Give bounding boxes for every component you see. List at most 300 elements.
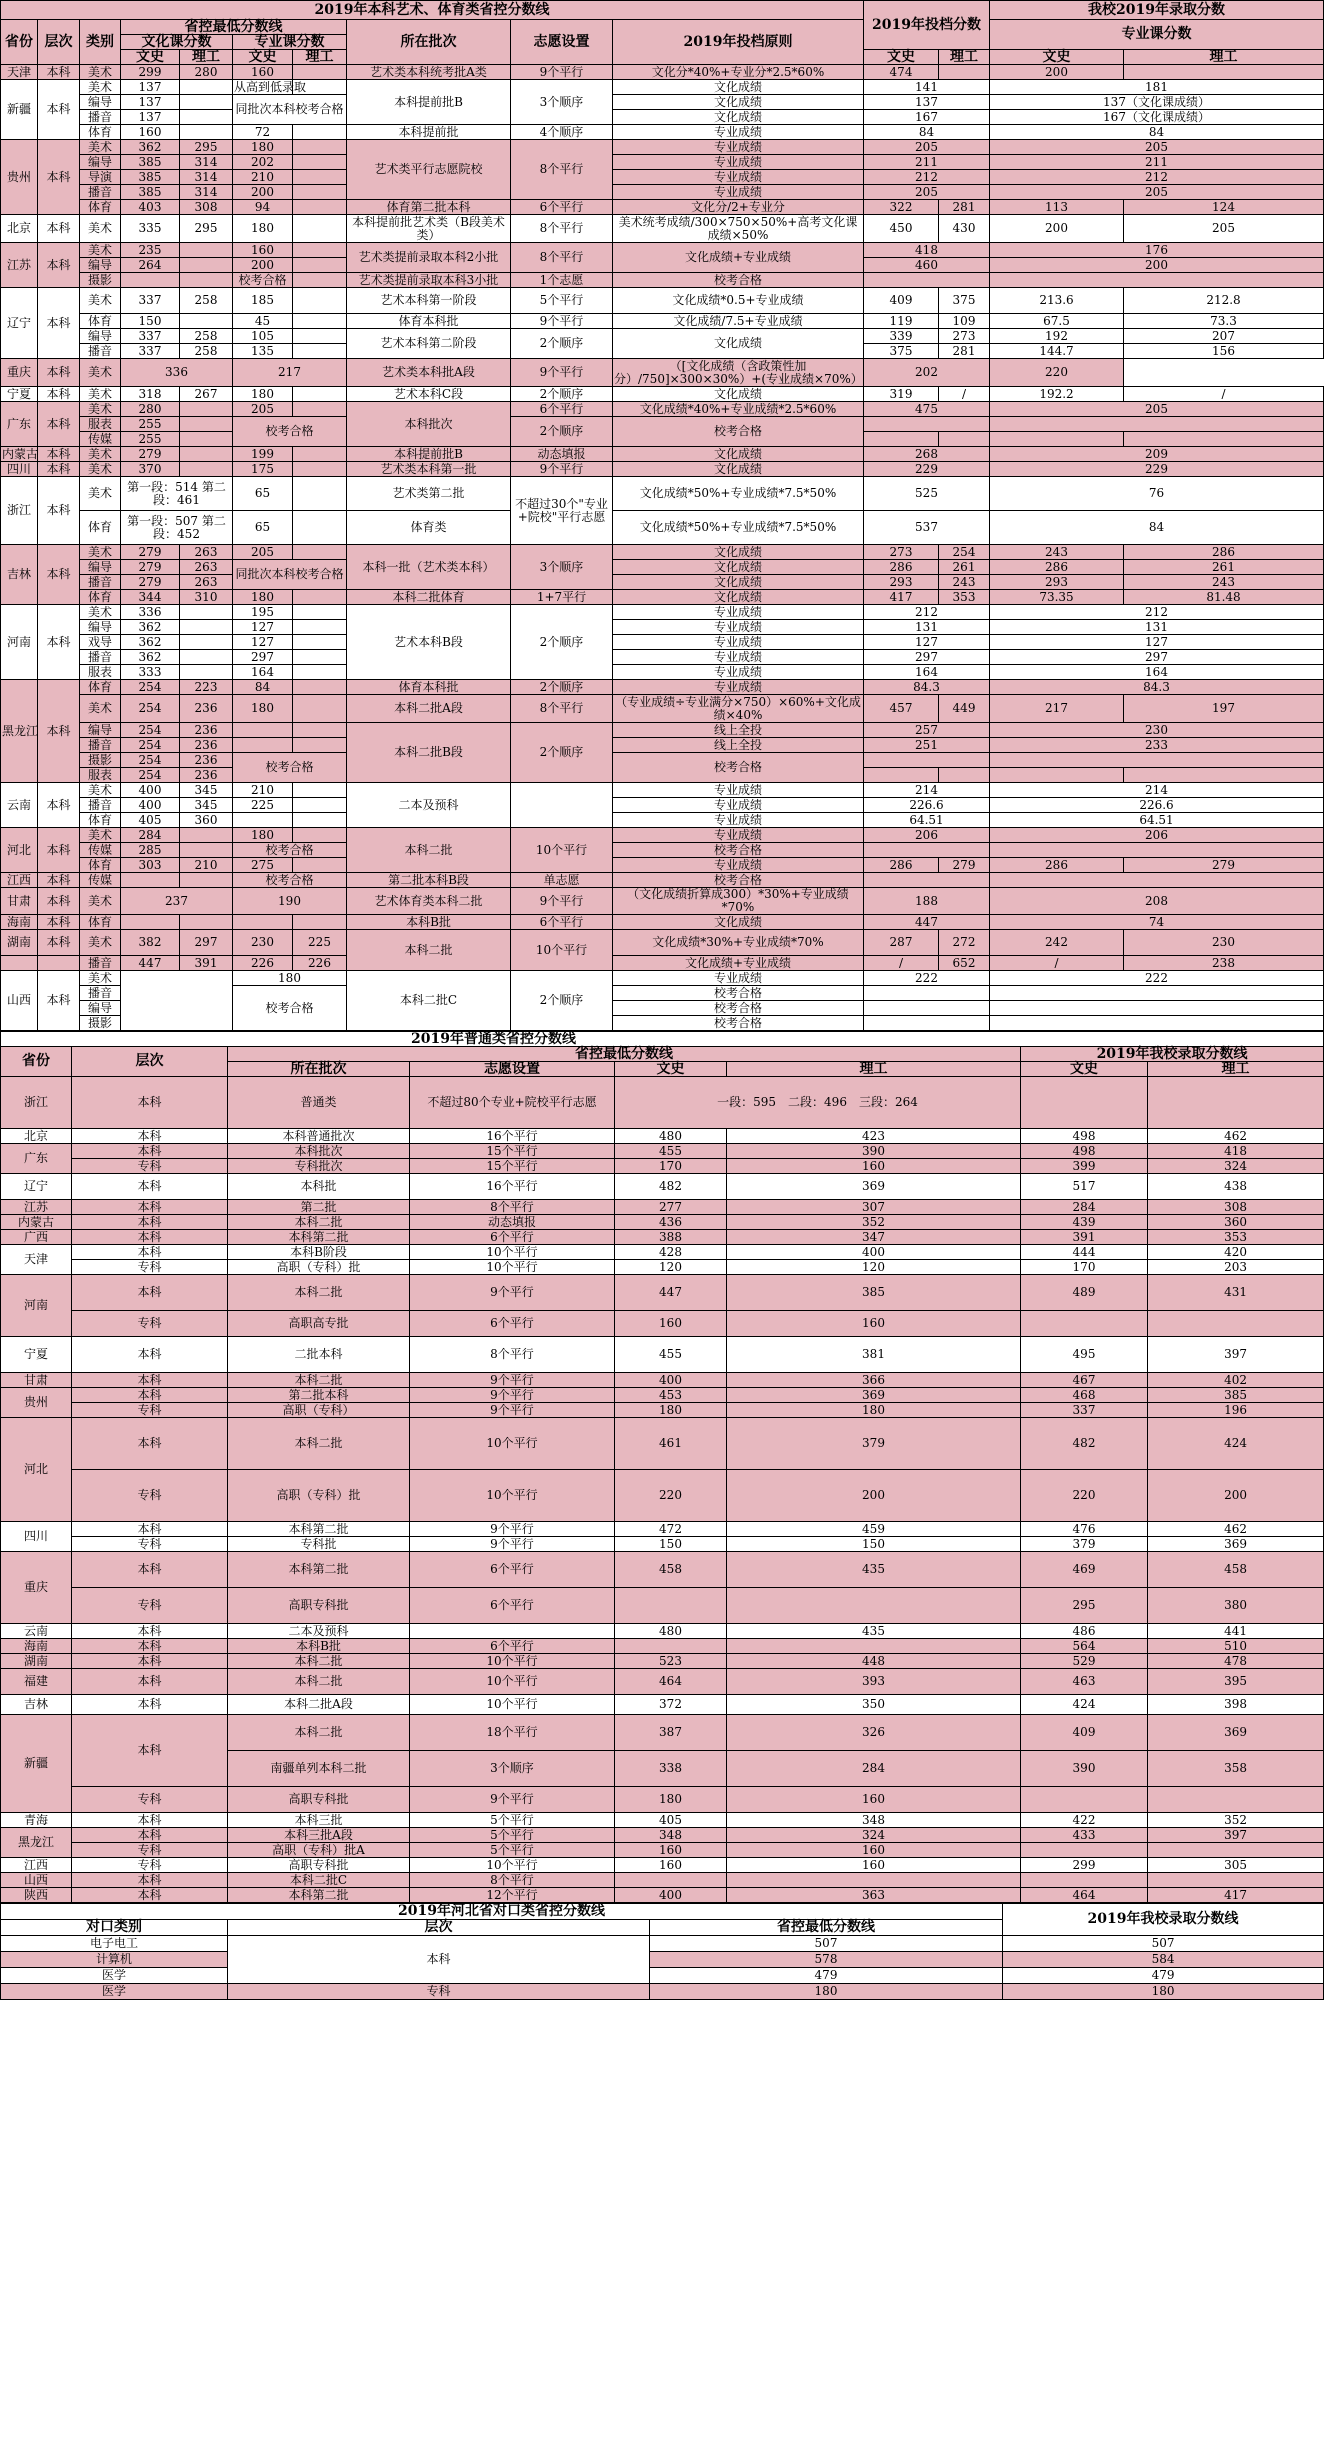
gen-our-score-header: 2019年我校录取分数线 [1021, 1047, 1324, 1062]
province-header: 省份 [1, 20, 38, 65]
general-row [1, 1715, 1324, 1751]
art-cell-vol: 3个顺序 [511, 80, 613, 125]
art-cell-rule: 专业成绩 [613, 620, 864, 635]
vocational-row [1, 1952, 1324, 1968]
general-table-body [1, 1047, 1324, 1903]
art-cell-c-sci: 263 [180, 575, 233, 590]
art-cell-category: 美术 [80, 783, 121, 798]
art-cell-vol: 2个顺序 [511, 723, 613, 783]
vocational-score-table [0, 1903, 1324, 2000]
art-cell-m-sci [293, 185, 347, 200]
art-row [1, 575, 1324, 590]
general-cell-vol: 9个平行 [410, 1537, 615, 1552]
art-cell-category: 美术 [80, 447, 121, 462]
general-cell-level: 专科 [72, 1843, 228, 1858]
art-cell-category: 摄影 [80, 1016, 121, 1031]
general-row [1, 1260, 1324, 1275]
art-row [1, 783, 1324, 798]
major-score-header: 专业课分数 [990, 20, 1324, 50]
general-cell-batch: 本科B阶段 [228, 1245, 410, 1260]
art-cell-m-arts: 225 [233, 798, 293, 813]
art-cell-c-arts: 337 [121, 288, 180, 314]
art-cell-batch: 艺术本科C段 [347, 387, 511, 402]
art-cell-a-arts: 141 [864, 80, 990, 95]
general-cell-province: 湖南 [1, 1654, 72, 1669]
art-cell-c-sci [180, 665, 233, 680]
general-cell-level: 专科 [72, 1537, 228, 1552]
general-cell-vol: 15个平行 [410, 1144, 615, 1159]
general-cell-vol: 12个平行 [410, 1888, 615, 1903]
art-cell-category: 体育 [80, 200, 121, 215]
art-cell-m-arts: 校考合格 [233, 873, 347, 888]
art-cell-category: 美术 [80, 288, 121, 314]
voc-cell-min: 507 [650, 1936, 1003, 1952]
art-cell-o-arts [990, 843, 1324, 858]
art-cell-level: 本科 [38, 288, 80, 359]
general-cell-o-arts: 424 [1021, 1695, 1148, 1715]
art-cell-a-arts: / [864, 956, 939, 971]
art-cell-rule: 文化成绩 [613, 915, 864, 930]
art-cell-vol: 8个平行 [511, 215, 613, 243]
general-cell-level: 专科 [72, 1470, 228, 1522]
art-cell-c-arts: 137 [121, 110, 180, 125]
art-row [1, 695, 1324, 723]
general-cell-arts: 455 [615, 1144, 727, 1159]
art-cell-m-arts: 164 [233, 665, 293, 680]
art-cell-o-arts: 214 [990, 783, 1324, 798]
art-cell-rule: 文化成绩 [613, 590, 864, 605]
art-cell-level: 本科 [38, 930, 80, 956]
general-cell-arts: 472 [615, 1522, 727, 1537]
art-cell-vol: 10个平行 [511, 828, 613, 873]
art-cell-o-sci: 124 [1124, 200, 1324, 215]
general-cell-o-arts: 517 [1021, 1174, 1148, 1200]
art-cell-vol [511, 783, 613, 828]
art-cell-a-arts: 286 [864, 560, 939, 575]
general-cell-level: 本科 [72, 1200, 228, 1215]
general-cell-sci: 385 [727, 1275, 1021, 1311]
art-cell-o-arts: 127 [990, 635, 1324, 650]
general-cell-batch: 本科第二批 [228, 1522, 410, 1537]
art-cell-province: 广东 [1, 402, 38, 447]
general-row [1, 1129, 1324, 1144]
general-cell-level: 本科 [72, 1215, 228, 1230]
art-cell-batch: 本科一批（艺术类本科） [347, 545, 511, 590]
art-cell-a-arts [864, 753, 990, 768]
general-cell-o-sci: 424 [1148, 1418, 1324, 1470]
art-cell-m-arts: 195 [233, 605, 293, 620]
art-cell-m-sci [293, 288, 347, 314]
volunteer-header: 志愿设置 [511, 20, 613, 65]
general-row [1, 1275, 1324, 1311]
art-cell-o-arts: 200 [990, 65, 1124, 80]
general-cell-batch: 专科批 [228, 1537, 410, 1552]
art-cell-c-sci: 297 [180, 930, 233, 956]
art-cell-o-arts: 167（文化课成绩） [990, 110, 1324, 125]
general-cell-province: 贵州 [1, 1388, 72, 1418]
art-cell-a-sci: 109 [939, 314, 990, 329]
voc-cell-type: 医学 [1, 1968, 228, 1984]
art-cell-m-arts: 65 [233, 511, 293, 545]
art-cell-vol: 2个顺序 [511, 417, 613, 447]
art-cell-m-arts: 202 [233, 155, 293, 170]
art-row [1, 477, 1324, 511]
art-cell-category: 美术 [80, 65, 121, 80]
art-cell-m-arts: 180 [233, 140, 293, 155]
art-cell-c-sci [180, 828, 233, 843]
general-cell-province: 陕西 [1, 1888, 72, 1903]
general-cell-o-sci [1148, 1311, 1324, 1337]
art-cell-batch: 本科提前批B [347, 447, 511, 462]
art-cell-a-arts [864, 417, 990, 432]
art-cell-m-arts: 180 [233, 215, 293, 243]
art-cell-province: 江苏 [1, 243, 38, 288]
art-cell-rule: 文化成绩 [613, 560, 864, 575]
general-cell-sci: 352 [727, 1215, 1021, 1230]
art-cell-a-arts: 226.6 [864, 798, 990, 813]
art-cell-rule: 校考合格 [613, 753, 864, 783]
general-cell-vol: 10个平行 [410, 1470, 615, 1522]
art-row [1, 155, 1324, 170]
art-cell-o-sci: / [1124, 387, 1324, 402]
art-cell-batch: 本科批次 [347, 402, 511, 447]
art-cell-o-arts: 212 [990, 605, 1324, 620]
general-cell-o-sci: 438 [1148, 1174, 1324, 1200]
art-cell-c-arts: 385 [121, 185, 180, 200]
art-row [1, 971, 1324, 986]
art-cell-m-arts: 127 [233, 635, 293, 650]
general-cell-batch: 本科批次 [228, 1144, 410, 1159]
general-row [1, 1695, 1324, 1715]
general-cell-sci: 160 [727, 1787, 1021, 1813]
art-cell-a-sci: 375 [939, 288, 990, 314]
art-cell-c-sci: 236 [180, 768, 233, 783]
vocational-row [1, 1984, 1324, 2000]
art-cell-a-arts: 222 [864, 971, 990, 986]
art-cell-vol: 1+7平行 [511, 590, 613, 605]
general-cell-sci: 350 [727, 1695, 1021, 1715]
general-cell-level: 本科 [72, 1828, 228, 1843]
art-cell-o-arts: 222 [990, 971, 1324, 986]
art-cell-rule: 校考合格 [613, 873, 864, 888]
general-cell-vol: 10个平行 [410, 1669, 615, 1695]
art-cell-o-sci [1124, 768, 1324, 783]
general-cell-arts: 428 [615, 1245, 727, 1260]
art-row [1, 665, 1324, 680]
art-cell-m-arts: 94 [233, 200, 293, 215]
general-cell-batch: 本科三批 [228, 1813, 410, 1828]
general-cell-arts: 447 [615, 1275, 727, 1311]
art-cell-level [38, 956, 80, 971]
art-cell-m-sci [293, 140, 347, 155]
general-cell-level: 本科 [72, 1552, 228, 1588]
general-cell-province: 内蒙古 [1, 1215, 72, 1230]
art-cell-a-arts: 409 [864, 288, 939, 314]
prov-min-header: 省控最低分数线 [121, 20, 347, 35]
general-cell-level: 本科 [72, 1813, 228, 1828]
general-row [1, 1522, 1324, 1537]
general-cell-batch: 高职专科批 [228, 1588, 410, 1624]
art-cell-province: 湖南 [1, 930, 38, 956]
art-cell-province: 浙江 [1, 477, 38, 545]
art-cell-category: 美术 [80, 243, 121, 258]
art-cell-c-arts: 254 [121, 753, 180, 768]
general-cell-level: 本科 [72, 1337, 228, 1373]
batch-header: 所在批次 [347, 20, 511, 65]
general-row [1, 1077, 1324, 1129]
general-cell-province: 天津 [1, 1245, 72, 1275]
art-cell-c-sci [180, 110, 233, 125]
art-cell-c-arts [121, 915, 180, 930]
our-score-header: 我校2019年录取分数 [990, 1, 1324, 20]
general-cell-arts: 120 [615, 1260, 727, 1275]
general-cell-batch: 本科普通批次 [228, 1129, 410, 1144]
general-row [1, 1813, 1324, 1828]
art-row [1, 65, 1324, 80]
art-row [1, 813, 1324, 828]
art-cell-batch: 本科二批 [347, 828, 511, 873]
art-cell-vol: 2个顺序 [511, 971, 613, 1031]
art-cell-o-arts [990, 873, 1324, 888]
art-cell-a-sci [939, 65, 990, 80]
voc-our-score-header: 2019年我校录取分数线 [1003, 1904, 1324, 1936]
art-cell-m-arts: 226 [233, 956, 293, 971]
general-cell-vol: 10个平行 [410, 1260, 615, 1275]
art-cell-vol: 动态填报 [511, 447, 613, 462]
art-cell-o-arts [990, 753, 1324, 768]
art-cell-o-arts [990, 432, 1124, 447]
art-cell-level: 本科 [38, 359, 80, 387]
art-cell-o-arts: 226.6 [990, 798, 1324, 813]
art-cell-m-arts: 190 [233, 888, 347, 915]
general-cell-sci: 284 [727, 1751, 1021, 1787]
art-cell-category: 播音 [80, 956, 121, 971]
general-cell-o-sci: 203 [1148, 1260, 1324, 1275]
art-cell-category: 美术 [80, 402, 121, 417]
art-cell-a-arts [864, 986, 990, 1001]
general-cell-province: 北京 [1, 1129, 72, 1144]
art-cell-o-arts: 243 [990, 545, 1124, 560]
art-cell-m-arts: 230 [233, 930, 293, 956]
art-cell-category: 编导 [80, 329, 121, 344]
art-cell-c-sci [180, 125, 233, 140]
vocational-row [1, 1936, 1324, 1952]
art-cell-c-arts: 333 [121, 665, 180, 680]
art-cell-c-arts: 160 [121, 125, 180, 140]
general-cell-province: 四川 [1, 1522, 72, 1552]
art-cell-category: 美术 [80, 695, 121, 723]
general-cell-o-arts: 463 [1021, 1669, 1148, 1695]
art-cell-o-arts [990, 986, 1324, 1001]
art-cell-category: 体育 [80, 680, 121, 695]
general-cell-o-arts: 482 [1021, 1418, 1148, 1470]
art-cell-m-sci: 226 [293, 956, 347, 971]
art-cell-a-arts [864, 768, 939, 783]
art-cell-c-arts: 第一段：507 第二段：452 [121, 511, 233, 545]
general-cell-o-arts: 469 [1021, 1552, 1148, 1588]
art-cell-rule: 专业成绩 [613, 170, 864, 185]
art-cell-province: 江西 [1, 873, 38, 888]
art-cell-c-arts: 137 [121, 80, 180, 95]
art-cell-rule: 线上全投 [613, 723, 864, 738]
art-cell-rule: 专业成绩 [613, 798, 864, 813]
general-cell-vol: 15个平行 [410, 1159, 615, 1174]
art-cell-m-sci [293, 65, 347, 80]
art-cell-province: 河北 [1, 828, 38, 873]
art-cell-o-sci: 205 [1124, 215, 1324, 243]
art-cell-a-arts: 322 [864, 200, 939, 215]
general-cell-batch: 第二批本科 [228, 1388, 410, 1403]
general-cell-batch: 普通类 [228, 1077, 410, 1129]
art-row [1, 200, 1324, 215]
art-cell-o-arts: 113 [990, 200, 1124, 215]
art-row [1, 447, 1324, 462]
general-cell-o-arts: 495 [1021, 1337, 1148, 1373]
art-cell-c-arts: 303 [121, 858, 180, 873]
major-arts-header: 文史 [233, 50, 293, 65]
art-row [1, 930, 1324, 956]
art-cell-c-sci: 263 [180, 545, 233, 560]
general-cell-o-arts [1021, 1311, 1148, 1337]
general-cell-level: 本科 [72, 1174, 228, 1200]
art-cell-province: 四川 [1, 462, 38, 477]
art-table-title: 2019年本科艺术、体育类省控分数线 [1, 1, 864, 20]
art-cell-a-arts: 164 [864, 665, 990, 680]
general-cell-province: 河南 [1, 1275, 72, 1337]
general-cell-arts: 453 [615, 1388, 727, 1403]
general-cell-o-sci: 324 [1148, 1159, 1324, 1174]
general-cell-o-sci: 380 [1148, 1588, 1324, 1624]
art-cell-batch: 艺术本科第一阶段 [347, 288, 511, 314]
general-cell-sci: 160 [727, 1843, 1021, 1858]
general-cell-o-sci: 420 [1148, 1245, 1324, 1260]
general-row [1, 1144, 1324, 1159]
art-cell-o-arts: 144.7 [990, 344, 1124, 359]
general-row [1, 1588, 1324, 1624]
general-row [1, 1200, 1324, 1215]
general-cell-o-sci [1148, 1873, 1324, 1888]
general-cell-province: 宁夏 [1, 1337, 72, 1373]
art-cell-c-arts [121, 273, 180, 288]
art-cell-category: 服表 [80, 665, 121, 680]
general-cell-vol: 9个平行 [410, 1275, 615, 1311]
art-cell-c-sci: 314 [180, 155, 233, 170]
art-cell-a-sci: 430 [939, 215, 990, 243]
general-cell-o-arts: 379 [1021, 1537, 1148, 1552]
art-cell-c-sci: 258 [180, 344, 233, 359]
general-cell-o-arts: 564 [1021, 1639, 1148, 1654]
art-cell-m-arts: 160 [233, 243, 293, 258]
art-cell-category: 体育 [80, 314, 121, 329]
art-cell-o-arts: 64.51 [990, 813, 1324, 828]
general-cell-vol: 10个平行 [410, 1858, 615, 1873]
general-row [1, 1159, 1324, 1174]
art-cell-c-arts: 237 [121, 888, 233, 915]
general-cell-arts: 523 [615, 1654, 727, 1669]
general-cell-vol: 16个平行 [410, 1174, 615, 1200]
art-cell-o-arts: 220 [990, 359, 1124, 387]
art-cell-o-arts [990, 417, 1324, 432]
art-cell-o-arts: 205 [990, 140, 1324, 155]
general-cell-level: 本科 [72, 1230, 228, 1245]
art-cell-o-sci: 286 [1124, 545, 1324, 560]
general-row [1, 1873, 1324, 1888]
vocational-row [1, 1968, 1324, 1984]
art-cell-vol: 10个平行 [511, 930, 613, 971]
general-cell-o-sci: 395 [1148, 1669, 1324, 1695]
general-cell-level: 专科 [72, 1403, 228, 1418]
general-cell-province: 新疆 [1, 1715, 72, 1813]
art-cell-m-arts [233, 813, 293, 828]
art-cell-o-arts: 192 [990, 329, 1124, 344]
art-cell-a-arts [864, 1016, 990, 1031]
general-cell-o-sci: 305 [1148, 1858, 1324, 1873]
art-cell-batch: 二本及预科 [347, 783, 511, 828]
art-cell-o-arts: 67.5 [990, 314, 1124, 329]
art-cell-a-arts: 211 [864, 155, 990, 170]
general-cell-vol: 10个平行 [410, 1418, 615, 1470]
art-row [1, 288, 1324, 314]
art-row [1, 738, 1324, 753]
art-cell-batch: 本科二批A段 [347, 695, 511, 723]
art-cell-a-arts: 447 [864, 915, 990, 930]
art-cell-category: 传媒 [80, 432, 121, 447]
art-cell-c-sci [180, 417, 233, 432]
our-arts-header: 文史 [990, 50, 1124, 65]
art-cell-level: 本科 [38, 65, 80, 80]
general-score-table [0, 1031, 1324, 1903]
art-row [1, 110, 1324, 125]
general-cell-province: 浙江 [1, 1077, 72, 1129]
general-cell-vol: 10个平行 [410, 1654, 615, 1669]
general-cell-province: 福建 [1, 1669, 72, 1695]
general-cell-o-sci: 462 [1148, 1522, 1324, 1537]
general-cell-arts: 170 [615, 1159, 727, 1174]
general-cell-o-sci: 418 [1148, 1144, 1324, 1159]
art-cell-a-arts: 214 [864, 783, 990, 798]
general-cell-sci: 324 [727, 1828, 1021, 1843]
general-row [1, 1215, 1324, 1230]
art-cell-m-arts: 297 [233, 650, 293, 665]
art-cell-o-sci: 230 [1124, 930, 1324, 956]
general-cell-o-arts: 399 [1021, 1159, 1148, 1174]
art-cell-m-sci: 225 [293, 930, 347, 956]
art-cell-batch: 本科二批C [347, 971, 511, 1031]
art-cell-m-arts: 127 [233, 620, 293, 635]
general-cell-o-sci [1148, 1787, 1324, 1813]
art-cell-o-arts: 217 [990, 695, 1124, 723]
art-cell-c-arts: 382 [121, 930, 180, 956]
major-header: 专业课分数 [233, 35, 347, 50]
art-cell-vol: 2个顺序 [511, 605, 613, 680]
general-cell-vol: 9个平行 [410, 1787, 615, 1813]
art-cell-c-sci: 295 [180, 215, 233, 243]
general-cell-level: 本科 [72, 1639, 228, 1654]
general-cell-province: 云南 [1, 1624, 72, 1639]
art-cell-level: 本科 [38, 971, 80, 1031]
general-cell-batch: 本科二批A段 [228, 1695, 410, 1715]
art-cell-c-arts: 137 [121, 95, 180, 110]
art-cell-o-arts: 164 [990, 665, 1324, 680]
general-row [1, 1828, 1324, 1843]
art-cell-m-arts: 175 [233, 462, 293, 477]
art-cell-m-arts: 校考合格 [233, 843, 347, 858]
art-row [1, 511, 1324, 545]
art-row [1, 843, 1324, 858]
art-cell-m-arts: 200 [233, 258, 293, 273]
art-cell-o-arts: 84 [990, 511, 1324, 545]
art-cell-batch: 艺术类平行志愿院校 [347, 140, 511, 200]
